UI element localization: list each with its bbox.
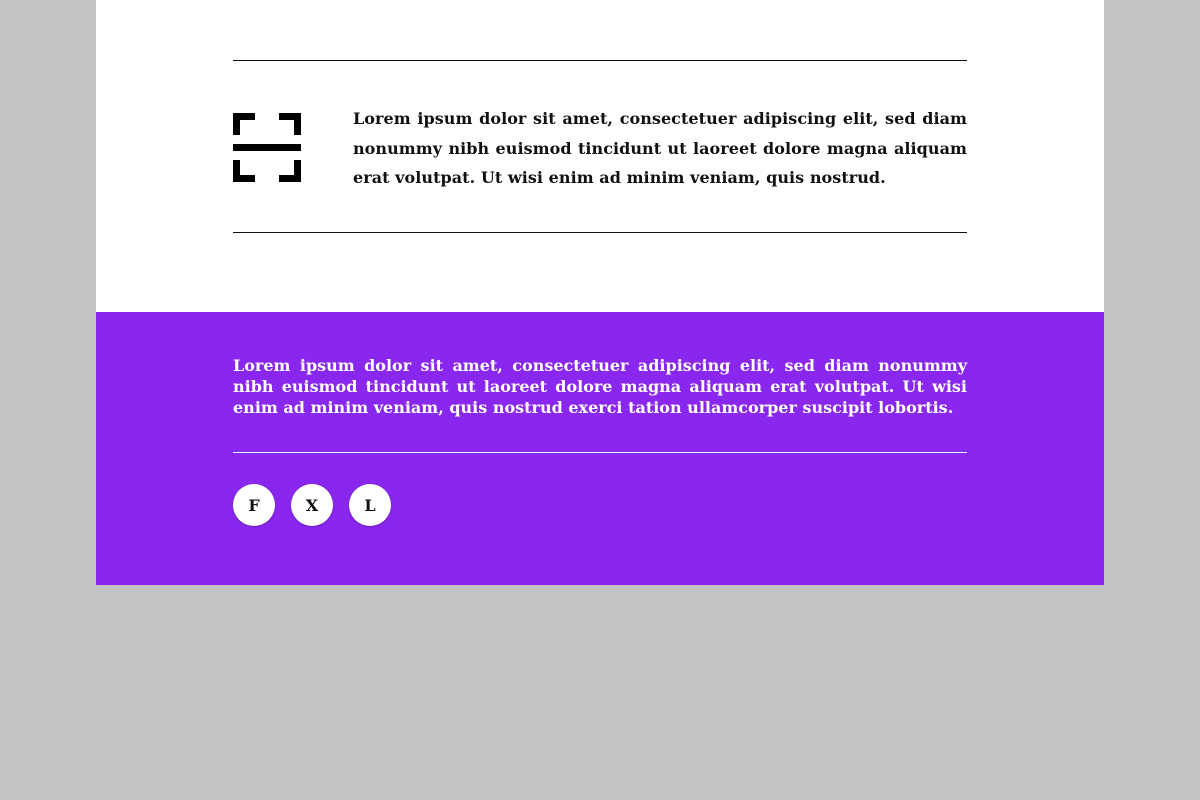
linkedin-button[interactable]: L (349, 484, 391, 526)
page (96, 0, 1104, 585)
scan-frame-icon (233, 113, 301, 182)
footer-text: Lorem ipsum dolor sit amet, consectetuer adipiscing elit, sed diam nonummy nibh euismod tincidunt ut laoreet dolore magna aliquam erat volutpat. Ut wisi enim ad minim veniam, quis nostrud exerci tation ullamcorper suscipit lobortis. (233, 356, 967, 417)
social-links (233, 484, 391, 526)
footer (96, 312, 1104, 585)
feature-text: Lorem ipsum dolor sit amet, consectetuer adipiscing elit, sed diam nonummy nibh euismod tincidunt ut laoreet dolore magna aliquam erat volutpat. Ut wisi enim ad minim veniam, quis nostrud. (353, 109, 967, 187)
top-divider (233, 60, 967, 61)
x-button[interactable]: X (291, 484, 333, 526)
footer-divider (233, 452, 967, 453)
feature-section (96, 0, 1104, 312)
bottom-divider (233, 232, 967, 233)
facebook-button[interactable]: F (233, 484, 275, 526)
